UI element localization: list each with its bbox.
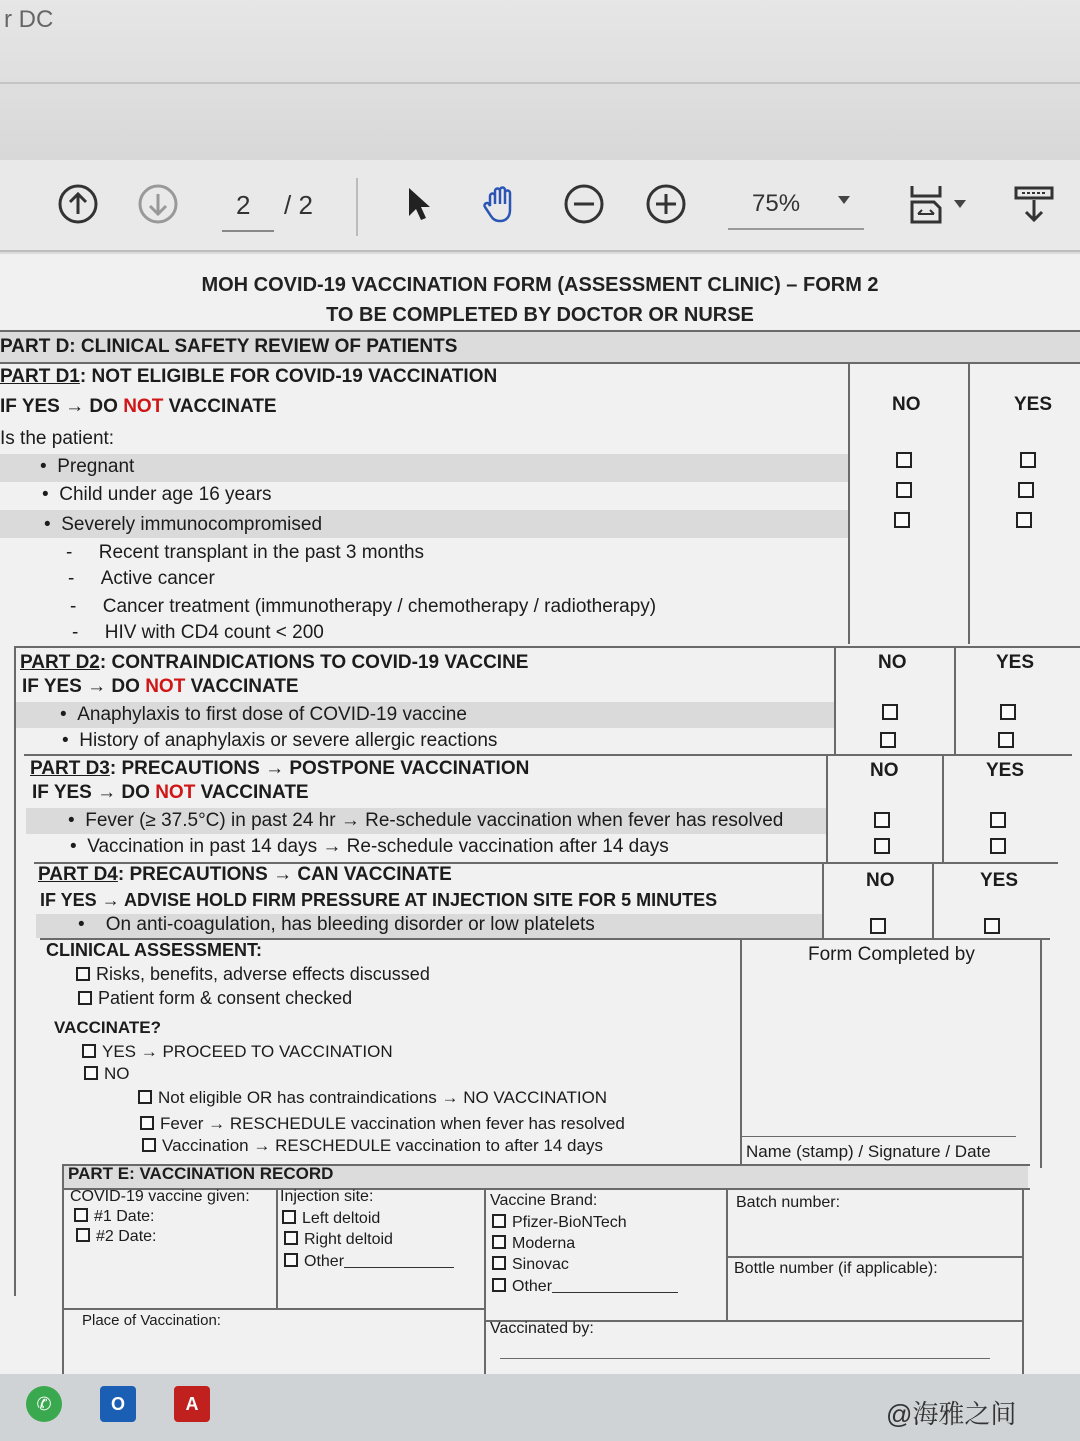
d1-heading — [0, 366, 497, 388]
brand-sinovac[interactable] — [492, 1256, 569, 1274]
d3-item-fever: • Fever (≥ 37.5°C) in past 24 hr → Re-schedule vaccination when fever has resolved — [68, 810, 784, 831]
brand-label: Sinovac — [512, 1256, 569, 1273]
not-label: NOT — [145, 676, 186, 697]
item-label: History of anaphylaxis or severe allergic reactions — [79, 730, 498, 751]
other-site-checkbox[interactable] — [284, 1253, 298, 1267]
d1-pregnant-no-checkbox[interactable] — [896, 452, 912, 468]
do-label: DO — [89, 396, 118, 417]
option-label: YES → PROCEED TO VACCINATION — [102, 1042, 393, 1061]
d2-item-allergy: • History of anaphylaxis or severe allergic reactions — [62, 730, 498, 751]
no-column-border — [848, 362, 850, 644]
brand-label: Moderna — [512, 1235, 576, 1252]
d1-sub-item: - Recent transplant in the past 3 months — [66, 542, 425, 563]
d4-yes-header: YES — [980, 870, 1019, 891]
d2-anaphylaxis-no-checkbox[interactable] — [882, 704, 898, 720]
vaccinate-label: VACCINATE — [190, 676, 299, 697]
next-page-button[interactable] — [136, 182, 180, 226]
arrow-down-circle-icon — [136, 182, 180, 226]
vaccinated-by-line — [500, 1358, 990, 1359]
cursor-arrow-icon — [396, 182, 440, 226]
d1-prefix: PART D1 — [0, 366, 80, 387]
d1-item-child: • Child under age 16 years — [42, 484, 272, 505]
d4-no-header: NO — [866, 870, 895, 891]
d3-title: : PRECAUTIONS → POSTPONE VACCINATION — [109, 758, 530, 779]
yes-column-border — [932, 862, 934, 940]
acrobat-icon[interactable]: A — [174, 1386, 210, 1422]
window-titlebar — [0, 0, 1080, 160]
current-page[interactable]: 2 — [236, 190, 251, 220]
d3-recent-yes-checkbox[interactable] — [990, 838, 1006, 854]
dose-1-field[interactable] — [74, 1208, 154, 1226]
site-label: Right deltoid — [304, 1231, 393, 1248]
d3-no-header: NO — [870, 760, 899, 781]
d1-child-no-checkbox[interactable] — [896, 482, 912, 498]
select-tool-button[interactable] — [396, 182, 440, 226]
moderna-checkbox[interactable] — [492, 1235, 506, 1249]
part-d-heading: PART D: CLINICAL SAFETY REVIEW OF PATIENTS — [0, 336, 458, 357]
no-column-border — [822, 862, 824, 940]
item-label: Risks, benefits, adverse effects discussed — [96, 964, 430, 984]
minus-circle-icon — [562, 182, 606, 226]
item-label: Fever (≥ 37.5°C) in past 24 hr → Re-schedule vaccination when fever has resolved — [85, 810, 784, 831]
option-label: Not eligible OR has contraindications → NO VACCINATION — [158, 1088, 608, 1107]
d2-anaphylaxis-yes-checkbox[interactable] — [1000, 704, 1016, 720]
bottle-number-label: Bottle number (if applicable): — [734, 1260, 938, 1277]
scroll-down-icon — [1012, 182, 1056, 226]
d2-heading — [20, 652, 528, 674]
item-label: Anaphylaxis to first dose of COVID-19 vaccine — [77, 704, 467, 725]
d3-prefix: PART D3 — [30, 758, 110, 779]
hand-icon — [478, 182, 522, 226]
chevron-down-icon — [838, 196, 850, 204]
dose-1-checkbox[interactable] — [74, 1208, 88, 1222]
dose-2-field[interactable] — [76, 1228, 156, 1246]
assessment-divider — [740, 938, 742, 1168]
table-right-border — [1040, 938, 1042, 1168]
form-completed-by-label: Form Completed by — [808, 944, 975, 965]
no-reason-ineligible[interactable] — [138, 1088, 607, 1108]
fever-reschedule-checkbox[interactable] — [140, 1116, 154, 1130]
assessment-heading: CLINICAL ASSESSMENT: — [46, 940, 263, 960]
brand-label: Other — [512, 1278, 553, 1295]
pfizer-checkbox[interactable] — [492, 1214, 506, 1228]
item-label: Pregnant — [57, 456, 135, 477]
vaccinate-question: VACCINATE? — [54, 1018, 162, 1037]
zoom-value: 75% — [752, 190, 801, 217]
d3-fever-no-checkbox[interactable] — [874, 812, 890, 828]
signature-line — [740, 1136, 1016, 1137]
outlook-icon[interactable]: O — [100, 1386, 136, 1422]
fit-page-button[interactable] — [904, 182, 948, 226]
fit-options-button[interactable] — [948, 182, 972, 226]
option-label: Fever → RESCHEDULE vaccination when fever has resolved — [160, 1114, 625, 1133]
ineligible-checkbox[interactable] — [138, 1090, 152, 1104]
d1-yes-header: YES — [1014, 394, 1053, 415]
brand-other[interactable] — [492, 1277, 678, 1296]
d1-item-pregnant: • Pregnant — [40, 456, 135, 477]
brand-label: Pfizer-BioNTech — [512, 1214, 627, 1231]
table-border — [24, 754, 1072, 756]
option-label: Vaccination → RESCHEDULE vaccination to after 14 days — [162, 1136, 603, 1155]
no-column-border — [826, 754, 828, 864]
other-brand-checkbox[interactable] — [492, 1278, 506, 1292]
item-label: Patient form & consent checked — [98, 988, 353, 1008]
if-yes-label: IF YES — [0, 396, 60, 417]
d2-rule: IF YES → DO NOT VACCINATE — [22, 676, 299, 697]
d4-anticoag-yes-checkbox[interactable] — [984, 918, 1000, 934]
other-brand-input[interactable] — [552, 1277, 678, 1293]
d4-prefix: PART D4 — [38, 864, 118, 885]
yes-column-border — [942, 754, 944, 864]
yes-column-border — [954, 646, 956, 756]
brand-moderna[interactable] — [492, 1235, 575, 1253]
vaccine-brand-label: Vaccine Brand: — [490, 1192, 598, 1209]
table-border — [0, 330, 1080, 332]
d4-heading — [38, 864, 452, 886]
item-label: Vaccination in past 14 days → Re-schedule vaccination after 14 days — [87, 836, 669, 857]
d1-immuno-yes-checkbox[interactable] — [1016, 512, 1032, 528]
vaccination-reschedule-checkbox[interactable] — [142, 1138, 156, 1152]
d4-title: : PRECAUTIONS → CAN VACCINATE — [117, 864, 452, 885]
no-reason-vaccination[interactable] — [142, 1136, 603, 1156]
part-e-heading: PART E: VACCINATION RECORD — [68, 1164, 334, 1183]
d3-yes-header: YES — [986, 760, 1025, 781]
d2-yes-header: YES — [996, 652, 1035, 673]
dose-2-checkbox[interactable] — [76, 1228, 90, 1242]
whatsapp-icon[interactable]: ✆ — [26, 1386, 62, 1422]
form-title: MOH COVID-19 VACCINATION FORM (ASSESSMENT CLINIC) – FORM 2 — [201, 274, 879, 296]
d4-anticoag-no-checkbox[interactable] — [870, 918, 886, 934]
pdf-toolbar — [0, 160, 1080, 252]
not-label: NOT — [123, 396, 164, 417]
sub-item-label: Active cancer — [100, 568, 215, 589]
brand-pfizer[interactable] — [492, 1214, 627, 1232]
window-title: r DC — [4, 6, 54, 33]
dose-label: #2 Date: — [96, 1228, 157, 1245]
d2-item-anaphylaxis: • Anaphylaxis to first dose of COVID-19 vaccine — [60, 704, 467, 725]
vaccinate-no-option[interactable] — [84, 1064, 130, 1084]
no-reason-fever[interactable] — [140, 1114, 625, 1134]
total-pages: / 2 — [284, 190, 313, 220]
fit-page-icon — [904, 182, 948, 226]
right-deltoid-checkbox[interactable] — [284, 1231, 298, 1245]
if-yes-label: IF YES — [22, 676, 82, 697]
d1-sub-item: - HIV with CD4 count < 200 — [72, 622, 324, 643]
option-label: NO — [104, 1064, 130, 1083]
d2-no-header: NO — [878, 652, 907, 673]
sub-item-label: Cancer treatment (immunotherapy / chemotherapy / radiotherapy) — [102, 596, 657, 617]
table-left-border — [14, 646, 16, 1296]
not-label: NOT — [155, 782, 196, 803]
vaccinate-yes-option[interactable] — [82, 1042, 393, 1062]
vaccinate-yes-checkbox[interactable] — [82, 1044, 96, 1058]
site-label: Other — [304, 1253, 345, 1270]
d2-title: : CONTRAINDICATIONS TO COVID-19 VACCINE — [99, 652, 529, 673]
d1-item-immuno: • Severely immunocompromised — [44, 514, 323, 535]
d2-allergy-yes-checkbox[interactable] — [998, 732, 1014, 748]
left-deltoid-checkbox[interactable] — [282, 1210, 296, 1224]
column-border — [484, 1188, 486, 1374]
d1-rule: IF YES → DO NOT VACCINATE — [0, 396, 277, 417]
item-label: On anti-coagulation, has bleeding disorder or low platelets — [105, 914, 595, 935]
watermark: @海雅之间 — [886, 1399, 1017, 1429]
d3-rule: IF YES → DO NOT VACCINATE — [32, 782, 309, 803]
item-label: Severely immunocompromised — [61, 514, 323, 535]
column-border — [726, 1188, 728, 1320]
toolbar-separator — [356, 178, 358, 236]
vaccinate-label: VACCINATE — [200, 782, 309, 803]
dose-label: #1 Date: — [94, 1208, 155, 1225]
site-other[interactable] — [284, 1252, 454, 1271]
d1-no-header: NO — [892, 394, 921, 415]
page-input-underline — [222, 230, 274, 232]
site-right-deltoid[interactable] — [284, 1231, 393, 1249]
form-subtitle: TO BE COMPLETED BY DOCTOR OR NURSE — [326, 304, 754, 326]
assessment-consent[interactable] — [78, 988, 352, 1009]
item-label: Child under age 16 years — [59, 484, 272, 505]
sub-item-label: Recent transplant in the past 3 months — [98, 542, 425, 563]
table-border — [14, 646, 1080, 648]
table-border — [0, 362, 1080, 364]
previous-page-button[interactable] — [56, 182, 100, 226]
vaccinated-by-label: Vaccinated by: — [490, 1320, 594, 1337]
cell-border — [64, 1308, 484, 1310]
scroll-mode-button[interactable] — [1012, 182, 1056, 226]
d4-item-anticoagulation: • On anti-coagulation, has bleeding disorder or low platelets — [78, 914, 595, 935]
sub-item-label: HIV with CD4 count < 200 — [104, 622, 324, 643]
signature-label: Name (stamp) / Signature / Date — [746, 1142, 991, 1161]
d1-question: Is the patient: — [0, 428, 115, 449]
if-yes-label: IF YES — [32, 782, 92, 803]
d1-sub-item: - Cancer treatment (immunotherapy / chemotherapy / radiotherapy) — [70, 596, 657, 617]
injection-site-label: Injection site: — [280, 1188, 374, 1205]
place-of-vaccination-label: Place of Vaccination: — [82, 1312, 221, 1329]
titlebar-divider — [0, 82, 1080, 84]
batch-number-label: Batch number: — [736, 1194, 841, 1211]
vaccinate-label: VACCINATE — [168, 396, 277, 417]
pdf-page — [0, 254, 1080, 1374]
page-number-field[interactable] — [222, 186, 332, 230]
plus-circle-icon — [644, 182, 688, 226]
no-column-border — [834, 646, 836, 756]
chevron-down-icon — [954, 200, 966, 208]
risks-checkbox[interactable] — [76, 967, 90, 981]
cell-border — [728, 1256, 1022, 1258]
d2-prefix: PART D2 — [20, 652, 100, 673]
d3-fever-yes-checkbox[interactable] — [990, 812, 1006, 828]
d3-recent-no-checkbox[interactable] — [874, 838, 890, 854]
d1-pregnant-yes-checkbox[interactable] — [1020, 452, 1036, 468]
table-right-border — [1022, 1188, 1024, 1374]
zoom-dropdown[interactable] — [728, 186, 864, 230]
d3-item-recent-vaccination: • Vaccination in past 14 days → Re-schedule vaccination after 14 days — [70, 836, 669, 857]
column-border — [276, 1188, 278, 1310]
yes-column-border — [968, 362, 970, 644]
other-site-input[interactable] — [344, 1252, 454, 1268]
d3-heading — [30, 758, 529, 780]
do-label: DO — [111, 676, 140, 697]
site-left-deltoid[interactable] — [282, 1210, 380, 1228]
arrow-up-circle-icon — [56, 182, 100, 226]
d1-immuno-no-checkbox[interactable] — [894, 512, 910, 528]
d1-title: : NOT ELIGIBLE FOR COVID-19 VACCINATION — [79, 366, 498, 387]
d2-allergy-no-checkbox[interactable] — [880, 732, 896, 748]
d4-advice: IF YES → ADVISE HOLD FIRM PRESSURE AT INJECTION SITE FOR 5 MINUTES — [40, 890, 718, 910]
d1-child-yes-checkbox[interactable] — [1018, 482, 1034, 498]
d1-sub-item: - Active cancer — [68, 568, 215, 589]
consent-checkbox[interactable] — [78, 991, 92, 1005]
site-label: Left deltoid — [302, 1210, 381, 1227]
assessment-risks[interactable] — [76, 964, 430, 985]
zoom-in-button[interactable] — [644, 182, 688, 226]
do-label: DO — [121, 782, 150, 803]
table-left-border — [62, 1164, 64, 1374]
zoom-out-button[interactable] — [562, 182, 606, 226]
hand-tool-button[interactable] — [478, 182, 522, 226]
vaccinate-no-checkbox[interactable] — [84, 1066, 98, 1080]
sinovac-checkbox[interactable] — [492, 1256, 506, 1270]
vaccine-given-label: COVID-19 vaccine given: — [70, 1188, 250, 1205]
